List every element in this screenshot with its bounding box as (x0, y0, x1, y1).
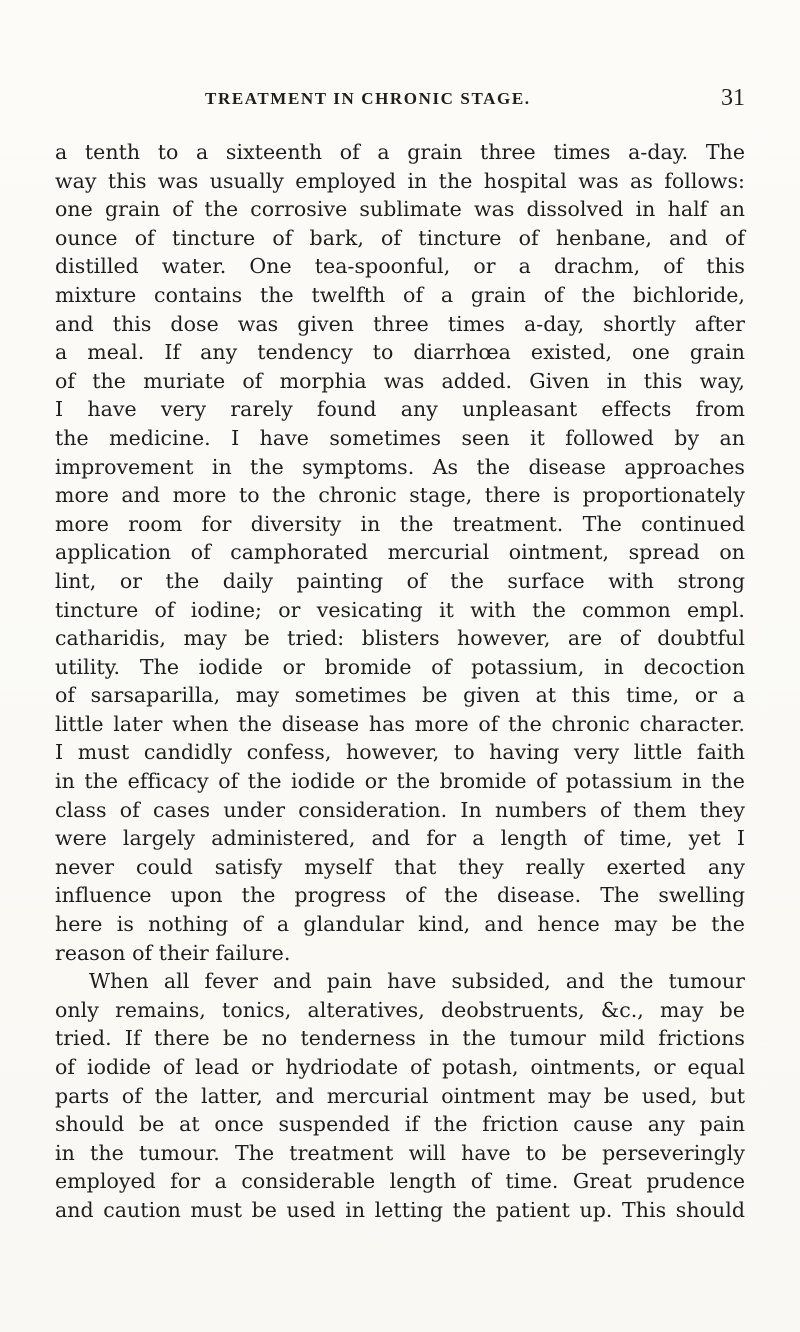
text-line: mixture contains the twelfth of a grain of the bichloride, (55, 282, 745, 307)
paragraph (55, 138, 745, 967)
text-line: should be at once suspended if the friction cause any pain (55, 1112, 745, 1137)
text-line: way this was usually employed in the hospital was as follows: (55, 168, 745, 193)
text-line: in the efficacy of the iodide or the bromide of potassium in the (55, 769, 745, 794)
text-line: little later when the disease has more of the chronic character. (55, 711, 745, 736)
text-line: ounce of tincture of bark, of tincture of henbane, and of (55, 225, 745, 250)
text-line: distilled water. One tea-spoonful, or a drachm, of this (55, 254, 745, 279)
text-line: were largely administered, and for a length of time, yet I (55, 826, 745, 851)
text-line: of sarsaparilla, may sometimes be given at this time, or a (55, 683, 745, 708)
text-line: and caution must be used in letting the patient up. This should (55, 1197, 745, 1222)
text-line: catharidis, may be tried: blisters however, are of doubtful (55, 626, 745, 651)
text-line: here is nothing of a glandular kind, and hence may be the (55, 912, 745, 937)
text-line: improvement in the symptoms. As the disease approaches (55, 454, 745, 479)
text-line: I must candidly confess, however, to having very little faith (55, 740, 745, 765)
page-number: 31 (721, 85, 745, 111)
text-line: lint, or the daily painting of the surface with strong (55, 568, 745, 593)
text-line: a tenth to a sixteenth of a grain three times a-day. The (55, 140, 745, 164)
text-line: more and more to the chronic stage, there is proportionately (55, 483, 745, 508)
paragraph (55, 967, 745, 1224)
text-line: employed for a considerable length of time. Great prudence (55, 1169, 745, 1194)
page-header (55, 85, 745, 117)
text-line: the medicine. I have sometimes seen it followed by an (55, 425, 745, 450)
text-line: utility. The iodide or bromide of potassium, in decoction (55, 654, 745, 679)
text-line: one grain of the corrosive sublimate was dissolved in half an (55, 197, 745, 222)
text-line: class of cases under consideration. In numbers of them they (55, 797, 745, 822)
text-line: of iodide of lead or hydriodate of potash, ointments, or equal (55, 1055, 745, 1079)
text-line: application of camphorated mercurial ointment, spread on (55, 540, 745, 565)
text-line: only remains, tonics, alteratives, deobstruents, &c., may be (55, 997, 745, 1022)
running-head: TREATMENT IN CHRONIC STAGE. (205, 89, 531, 108)
text-line: more room for diversity in the treatment. The continued (55, 511, 745, 536)
text-line: parts of the latter, and mercurial ointment may be used, but (55, 1083, 745, 1108)
text-line: tried. If there be no tenderness in the tumour mild frictions (55, 1026, 745, 1051)
text-line: a meal. If any tendency to diarrhœa existed, one grain (55, 340, 745, 365)
text-line: tincture of iodine; or vesicating it with the common empl. (55, 597, 745, 622)
text-line: of the muriate of morphia was added. Given in this way, (55, 368, 745, 393)
text-line: in the tumour. The treatment will have to be perseveringly (55, 1140, 745, 1165)
text-line: influence upon the progress of the disease. The swelling (55, 883, 745, 908)
text-line: I have very rarely found any unpleasant effects from (55, 397, 745, 422)
text-line: When all fever and pain have subsided, and the tumour (89, 969, 745, 994)
text-line: and this dose was given three times a-day, shortly after (55, 311, 745, 336)
body-text (55, 138, 745, 1225)
text-line: reason of their failure. (55, 940, 291, 965)
text-line: never could satisfy myself that they really exerted any (55, 854, 745, 879)
